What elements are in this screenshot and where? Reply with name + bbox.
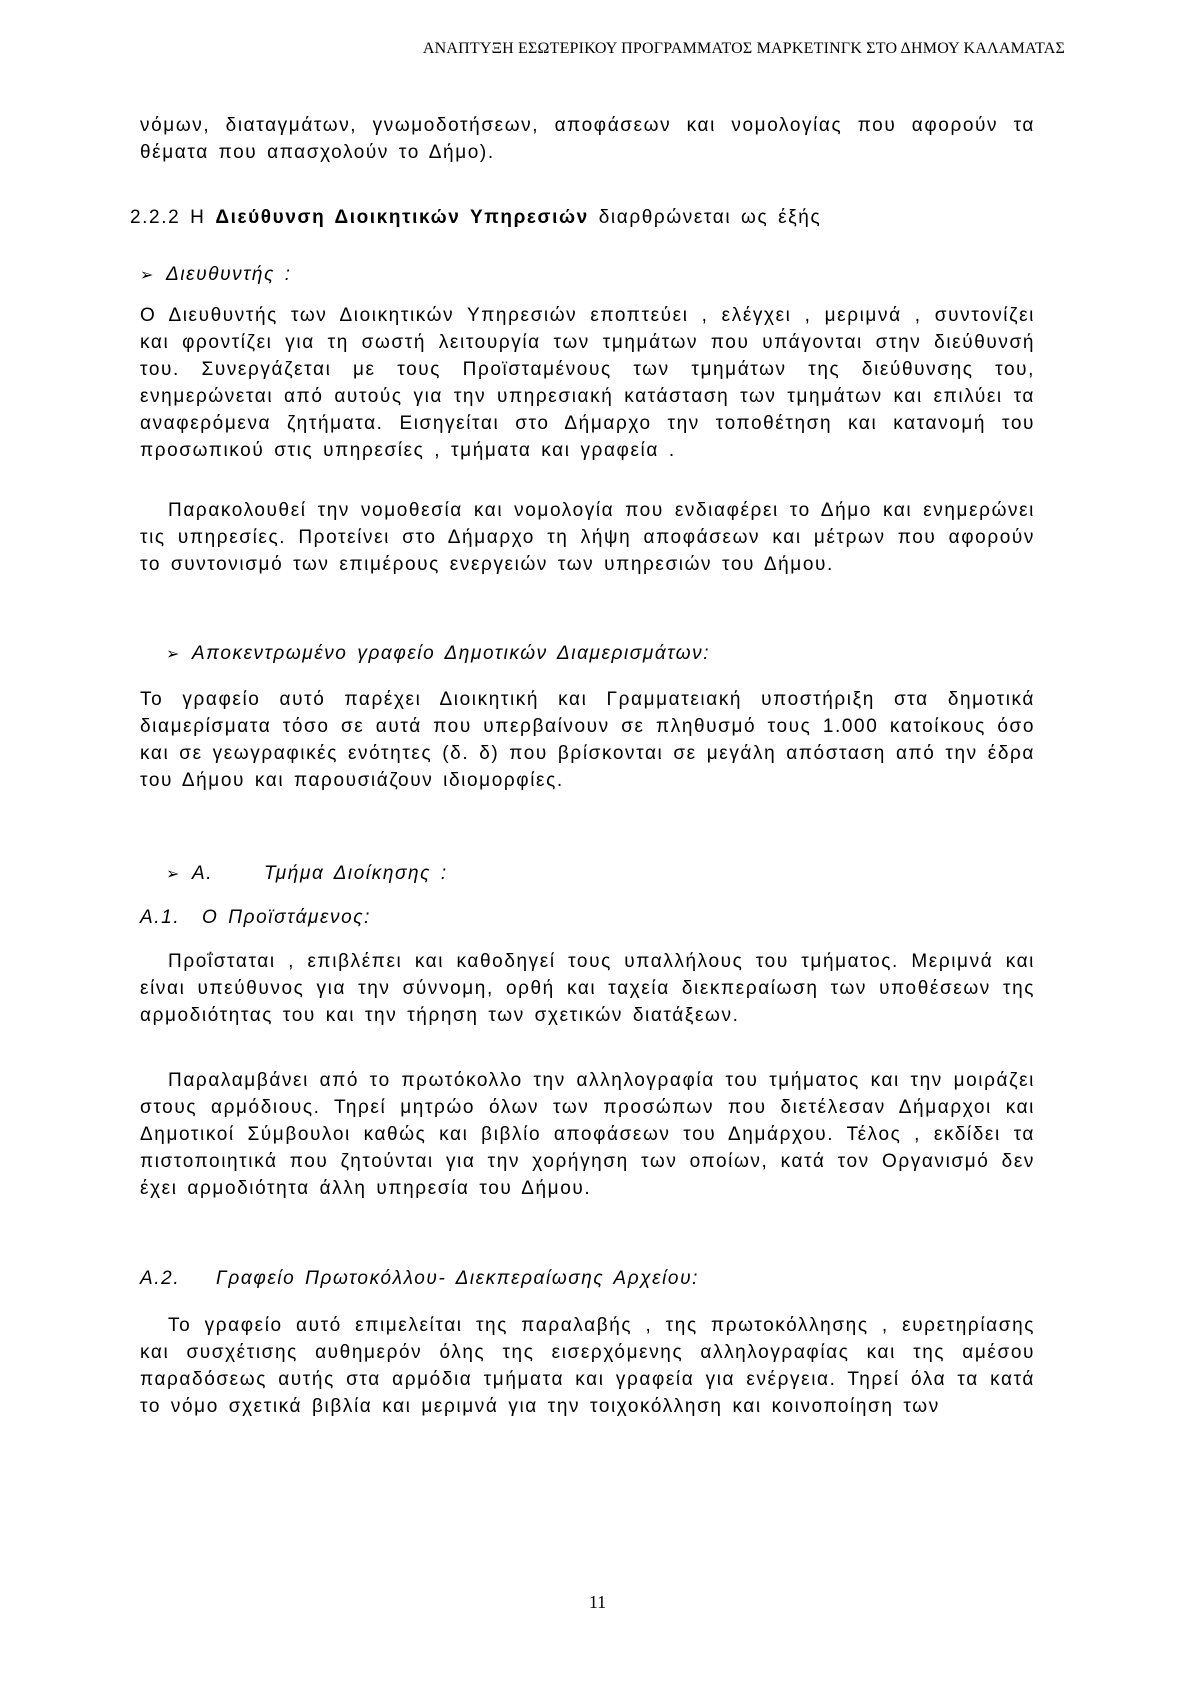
a2-heading: Α.2. Γραφείο Πρωτοκόλλου- Διεκπεραίωσης Αρχείου: bbox=[140, 1265, 1035, 1292]
a2-number: Α.2. bbox=[140, 1268, 181, 1289]
section-heading bbox=[130, 204, 1050, 231]
a1-number: Α.1. bbox=[140, 907, 181, 928]
a2-paragraph: Το γραφείο αυτό επιμελείται της παραλαβής , της πρωτοκόλλησης , ευρετηρίασης και συσχέτισης αυθημερόν όλης της εισερχόμενης αλληλογραφίας και της αμέσου παραδόσεως αυτής στα αρμόδια τμήματα και γραφεία για ενέργεια. Τηρεί όλα τα κατά το νόμο σχετικά βιβλία και μεριμνά για την τοιχοκόλληση και κοινοποίηση των bbox=[140, 1315, 1035, 1417]
director-heading: ➢ Διευθυντής : bbox=[140, 261, 940, 289]
intro-continuation: νόμων, διαταγμάτων, γνωμοδοτήσεων, αποφάσεων και νομολογίας που αφορούν τα θέματα που απασχολούν το Δήμο). bbox=[140, 115, 1035, 163]
section-title-rest: διαρθρώνεται ως έξής bbox=[598, 207, 822, 228]
director-paragraph-1: Ο Διευθυντής των Διοικητικών Υπηρεσιών εποπτεύει , ελέγχει , μεριμνά , συντονίζει και φροντίζει για τη σωστή λειτουργία των τμημάτων που υπάγονται στην διεύθυνσή του. Συνεργάζεται με τους Προϊσταμένους των τμημάτων της διεύθυνσης του, ενημερώνεται από αυτούς για την υπηρεσιακή κατάσταση των τμημάτων και επιλύει τα αναφερόμενα ζητήματα. Εισηγείται στο Δήμαρχο την τοποθέτηση και κατανομή του προσωπικού στις υπηρεσίες , τμήματα και γραφεία . bbox=[140, 305, 1035, 461]
section-title: Διεύθυνση Διοικητικών Υπηρεσιών bbox=[215, 207, 589, 228]
director-paragraph-2: Παρακολουθεί την νομοθεσία και νομολογία που ενδιαφέρει το Δήμο και ενημερώνει τις υπηρεσίες. Προτείνει στο Δήμαρχο τη λήψη αποφάσεων και μέτρων που αφορούν το συντονισμό των επιμέρους ενεργειών των υπηρεσιών του Δήμου. bbox=[140, 500, 1035, 575]
department-a-heading: ➢ Α. Τμήμα Διοίκησης : bbox=[166, 860, 866, 888]
a1-paragraph-2: Παραλαμβάνει από το πρωτόκολλο την αλληλογραφία του τμήματος και την μοιράζει στους αρμόδιους. Τηρεί μητρώο όλων των προσώπων που διετέλεσαν Δήμαρχοι και Δημοτικοί Σύμβουλοι καθώς και βιβλίο αποφάσεων του Δημάρχου. Τέλος , εκδίδει τα πιστοποιητικά που ζητούνται για την χορήγηση των οποίων, κατά τον Οργανισμό δεν έχει αρμοδιότητα άλλη υπηρεσία του Δήμου. bbox=[140, 1070, 1035, 1199]
a1-heading: Α.1. Ο Προϊστάμενος: bbox=[140, 904, 840, 931]
decentralized-paragraph: Το γραφείο αυτό παρέχει Διοικητική και Γραμματειακή υποστήριξη στα δημοτικά διαμερίσματα τόσο σε αυτά που υπερβαίνουν σε πληθυσμό τους 1.000 κατοίκους όσο και σε γεωγραφικές ενότητες (δ. δ) που βρίσκονται σε μεγάλη απόσταση από την έδρα του Δήμου και παρουσιάζουν ιδιομορφίες. bbox=[140, 689, 1035, 791]
decentralized-heading: ➢ Αποκεντρωμένο γραφείο Δημοτικών Διαμερισμάτων: bbox=[166, 640, 1036, 668]
bullet-arrow-icon: ➢ bbox=[166, 866, 182, 883]
bullet-arrow-icon: ➢ bbox=[166, 646, 182, 663]
page-number: 11 bbox=[588, 1592, 607, 1612]
a1-paragraph-1: Προΐσταται , επιβλέπει και καθοδηγεί τους υπαλλήλους του τμήματος. Μεριμνά και είναι υπεύθυνος για την σύννομη, ορθή και ταχεία διεκπεραίωση των υποθέσεων της αρμοδιότητας του και την τήρηση των σχετικών διατάξεων. bbox=[140, 951, 1035, 1026]
section-prefix: Η bbox=[190, 207, 206, 228]
section-number: 2.2.2 bbox=[130, 207, 181, 228]
running-header: ΑΝΑΠΤΥΞΗ ΕΣΩΤΕΡΙΚΟΥ ΠΡΟΓΡΑΜΜΑΤΟΣ ΜΑΡΚΕΤΙΝΓΚ ΣΤΟ ΔΗΜΟΥ ΚΑΛΑΜΑΤΑΣ bbox=[422, 40, 1065, 57]
bullet-arrow-icon: ➢ bbox=[140, 267, 156, 284]
